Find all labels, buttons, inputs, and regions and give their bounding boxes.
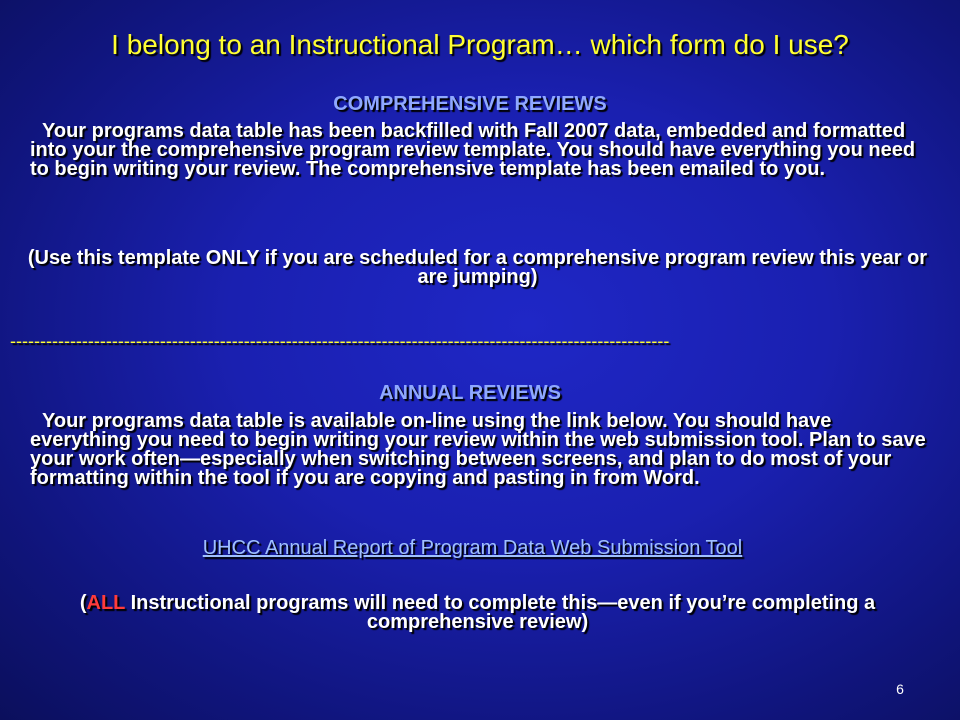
comprehensive-body: Your programs data table has been backfilled with Fall 2007 data, embedded and formatted into your the comprehensive program review template. You should have everything you need to begin writing your review. The comprehensive template has been emailed to you. [30,120,916,180]
annual-note [20,594,935,632]
section-divider: -------------------------------------------------------------------------------------------------------------- [10,331,670,351]
annual-note-highlight: ALL [86,592,126,614]
comprehensive-heading: COMPREHENSIVE REVIEWS [333,93,607,115]
annual-note-rest: Instructional programs will need to complete this—even if you’re completing a comprehensive review) [125,592,876,633]
slide-title: I belong to an Instructional Program… which form do I use? [111,29,849,60]
annual-heading: ANNUAL REVIEWS [379,382,561,404]
page-number: 6 [896,681,904,697]
comprehensive-note: (Use this template ONLY if you are scheduled for a comprehensive program review this year or are jumping) [27,247,928,288]
annual-note-open: ( [79,592,87,614]
annual-body: Your programs data table is available on-line using the link below. You should have everything you need to begin writing your review within the web submission tool. Plan to save your work often—especially when switching between screens, and plan to do most of your formatting within the tool if you are copying and pasting in from Word. [30,410,926,489]
submission-tool-link[interactable]: UHCC Annual Report of Program Data Web Submission Tool [202,537,743,559]
